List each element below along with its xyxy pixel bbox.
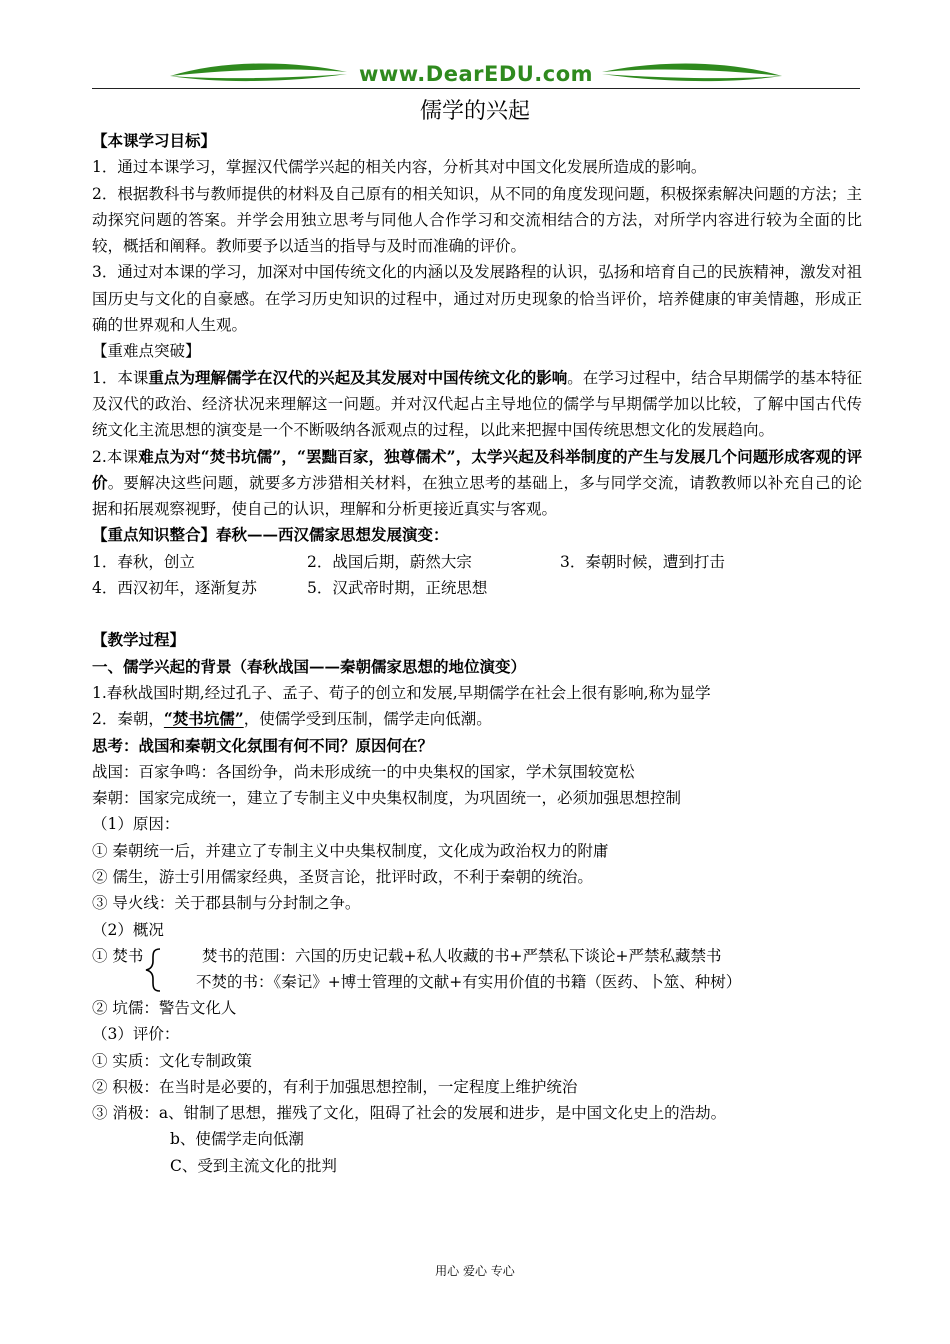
integration-item: 2．战国后期，蔚然大宗 xyxy=(307,552,472,571)
integration-item: 4．西汉初年，逐渐复苏 xyxy=(92,579,257,598)
integration-item: 1．春秋，创立 xyxy=(92,552,195,571)
background-rest: ，使儒学受到压制，儒学走向低潮。 xyxy=(243,710,492,729)
key-point-bold: 重点为理解儒学在汉代的兴起及其发展对中国传统文化的影响 xyxy=(148,367,568,387)
think-question: 思考：战国和秦朝文化氛围有何不同？原因何在？ xyxy=(92,735,434,755)
process-heading: 【教学过程】 xyxy=(92,630,186,650)
burn-scope: 焚书的范围：六国的历史记载+私人收藏的书+严禁私下谈论+严禁私藏禁书 xyxy=(202,946,722,965)
section-heading: 一、儒学兴起的背景（春秋战国——秦朝儒家思想的地位演变） xyxy=(92,656,527,676)
evaluation-item: ③ 消极：a、钳制了思想，摧残了文化，阻碍了社会的发展和进步，是中国文化史上的浩劫。 xyxy=(92,1104,727,1123)
evaluation-item: ② 积极：在当时是必要的，有利于加强思想控制，一定程度上维护统治 xyxy=(92,1077,578,1096)
goals-heading: 【本课学习目标】 xyxy=(92,131,217,150)
not-burned-books: 不焚的书：《秦记》+博士管理的文献+有实用价值的书籍（医药、卜筮、种树） xyxy=(196,972,742,991)
bury-scholars-line: ② 坑儒：警告文化人 xyxy=(92,998,237,1017)
integration-row xyxy=(92,549,862,575)
key-point-paragraph xyxy=(92,365,862,444)
background-line xyxy=(92,706,862,732)
page-title: 儒学的兴起 xyxy=(419,99,530,124)
cause-item: ② 儒生，游士引用儒家经典，圣贤言论，批评时政，不利于秦朝的统治。 xyxy=(92,868,593,887)
spacer xyxy=(92,601,862,627)
background-line: 1.春秋战国时期,经过孔子、孟子、荀子的创立和发展,早期儒学在社会上很有影响,称为显学 xyxy=(92,683,711,702)
goal-item: 3．通过对本课的学习，加深对中国传统文化的内涵以及发展路程的认识，弘扬和培育自己的民族精神，激发对祖国历史与文化的自豪感。在学习历史知识的过程中，通过对历史现象的恰当评价，培养健康的审美情趣，形成正确的世界观和人生观。 xyxy=(92,263,862,335)
integration-item: 3．秦朝时候，遭到打击 xyxy=(560,552,725,571)
integration-item: 5．汉武帝时期，正统思想 xyxy=(307,579,488,598)
document-body xyxy=(92,128,862,1179)
background-prefix: 2．秦朝， xyxy=(92,710,164,729)
goal-item: 2．根据教科书与教师提供的材料及自己原有的相关知识，从不同的角度发现问题，积极探索解决问题的方法；主动探究问题的答案。并学会用独立思考与同他人合作学习和交流相结合的方法，对所学内容进行较为全面的比较，概括和阐释。教师要予以适当的指导与及时而准确的评价。 xyxy=(92,184,862,256)
page-footer: 用心 爱心 专心 xyxy=(435,1264,515,1278)
cause-item: ③ 导火线：关于郡县制与分封制之争。 xyxy=(92,894,361,913)
difficulty-rest: 。要解决这些问题，就要多方涉猎相关材料，在独立思考的基础上，多与同学交流，请教教师以补充自己的论据和拓展观察视野，使自己的认识，理解和分析更接近真实与客观。 xyxy=(92,473,862,519)
difficulty-paragraph xyxy=(92,444,862,523)
evaluation-item: ① 实质：文化专制政策 xyxy=(92,1051,252,1070)
integration-row xyxy=(92,575,862,601)
goal-item: 1．通过本课学习，掌握汉代儒学兴起的相关内容，分析其对中国文化发展所造成的影响。 xyxy=(92,158,707,177)
warring-states-line: 战国：百家争鸣：各国纷争，尚未形成统一的中央集权的国家，学术氛围较宽松 xyxy=(92,762,635,781)
cause-item: ① 秦朝统一后，并建立了专制主义中央集权制度，文化成为政治权力的附庸 xyxy=(92,841,609,860)
curly-brace-icon xyxy=(144,947,164,993)
key-point-rest: 。在学习过程中，结合早期儒学的基本特征及汉代的政治、经济状况来理解这一问题。并对汉代起占主导地位的儒学与早期儒学加以比较，了解中国古代传统文化主流思想的演变是一个不断吸纳各派观点的过程，以此来把握中国传统思想文化的发展趋向。 xyxy=(92,368,862,440)
key-points-heading: 【重难点突破】 xyxy=(92,342,201,361)
site-url-logo: www.DearEDU.com xyxy=(358,62,594,86)
overview-heading: （2）概况 xyxy=(92,920,164,939)
evaluation-subitem: C、受到主流文化的批判 xyxy=(170,1156,337,1175)
header-rule xyxy=(92,88,860,89)
integration-heading: 【重点知识整合】春秋——西汉儒家思想发展演变： xyxy=(92,525,449,545)
key-point-prefix: 1．本课 xyxy=(92,368,149,387)
qin-line: 秦朝：国家完成统一，建立了专制主义中央集权制度，为巩固统一，必须加强思想控制 xyxy=(92,789,682,808)
burn-books-emphasis: “焚书坑儒” xyxy=(163,709,244,729)
evaluation-heading: （3）评价： xyxy=(92,1025,180,1044)
burn-books-label: ① 焚书 xyxy=(92,946,144,965)
cause-heading: （1）原因： xyxy=(92,815,180,834)
difficulty-prefix: 2.本课 xyxy=(92,447,139,466)
burn-books-block xyxy=(92,943,862,995)
evaluation-subitem: b、使儒学走向低潮 xyxy=(170,1130,304,1149)
difficulty-bold: 难点为对“焚书坑儒”，“罢黜百家，独尊儒术”，太学兴起及科举制度的产生与发展几个问题形成客观的评价 xyxy=(92,446,862,492)
